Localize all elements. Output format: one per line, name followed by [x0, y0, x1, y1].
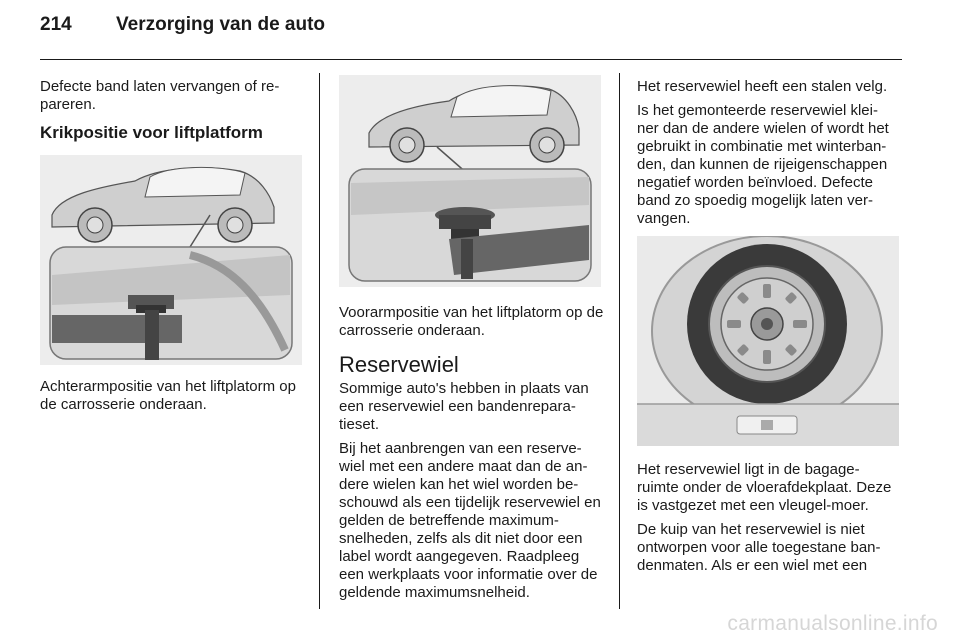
- heading-reservewiel: Reservewiel: [339, 352, 459, 377]
- column-divider-2: [619, 73, 620, 609]
- figure-rear-lift-point: [40, 155, 302, 365]
- watermark: carmanualsonline.info: [727, 612, 938, 635]
- caption-front-text: Voorarmpositie van het liftplatorm op de carrosserie onderaan.: [339, 304, 604, 339]
- subheading-lift-point: Krikpositie voor liftplatform: [40, 123, 263, 142]
- column-3-bottom: [637, 461, 899, 581]
- column-1: [40, 78, 302, 156]
- col3-para-1: Het reservewiel heeft een stalen velg.: [637, 78, 888, 95]
- col3-para-3: Het reservewiel ligt in de bagage-ruimte onder de vloerafdekplaat. Deze is vastgezet met een vleugel-moer.: [637, 461, 892, 514]
- col3-para-2: Is het gemonteerde reservewiel klei-ner dan de andere wielen of wordt het gebruikt in combinatie met winterban-den, dan kunnen de rijeigenschappen negatief worden beïnvloed. Defecte band zo spoedig mogelijk laten ver-vangen.: [637, 102, 889, 227]
- page-number: 214: [40, 14, 72, 35]
- figure-front-lift-point: [339, 75, 601, 287]
- caption-rear: [40, 378, 302, 420]
- intro-text: Defecte band laten vervangen of re-pareren.: [40, 78, 280, 113]
- column-2-text: [339, 304, 605, 608]
- spare-wheel-in-trunk-icon: [637, 236, 899, 446]
- reservewiel-para-1: Sommige auto's hebben in plaats van een reservewiel een bandenrepara-tieset.: [339, 380, 589, 433]
- figure-spare-wheel: [637, 236, 899, 446]
- page-title: Verzorging van de auto: [116, 14, 326, 35]
- col3-para-4: De kuip van het reservewiel is niet ontworpen voor alle toegestane ban-denmaten. Als er een wiel met een: [637, 521, 881, 574]
- caption-rear-text: Achterarmpositie van het liftplatorm op de carrosserie onderaan.: [40, 378, 296, 413]
- column-3-top: [637, 78, 899, 234]
- reservewiel-para-2: Bij het aanbrengen van een reserve-wiel met een andere maat dan de an-dere wielen kan het wiel worden be-schouwd als een tijdelijk reservewiel en gelden de betreffende maximum-snelheden, zelfs als dit niet door een label wordt aangegeven. Raadpleeg een werkplaats voor informatie over de geldende maximumsnelheid.: [339, 440, 601, 601]
- car-rear-lift-point-icon: [40, 155, 302, 365]
- column-divider-1: [319, 73, 320, 609]
- car-front-lift-point-icon: [339, 75, 601, 287]
- header-rule: [40, 59, 902, 60]
